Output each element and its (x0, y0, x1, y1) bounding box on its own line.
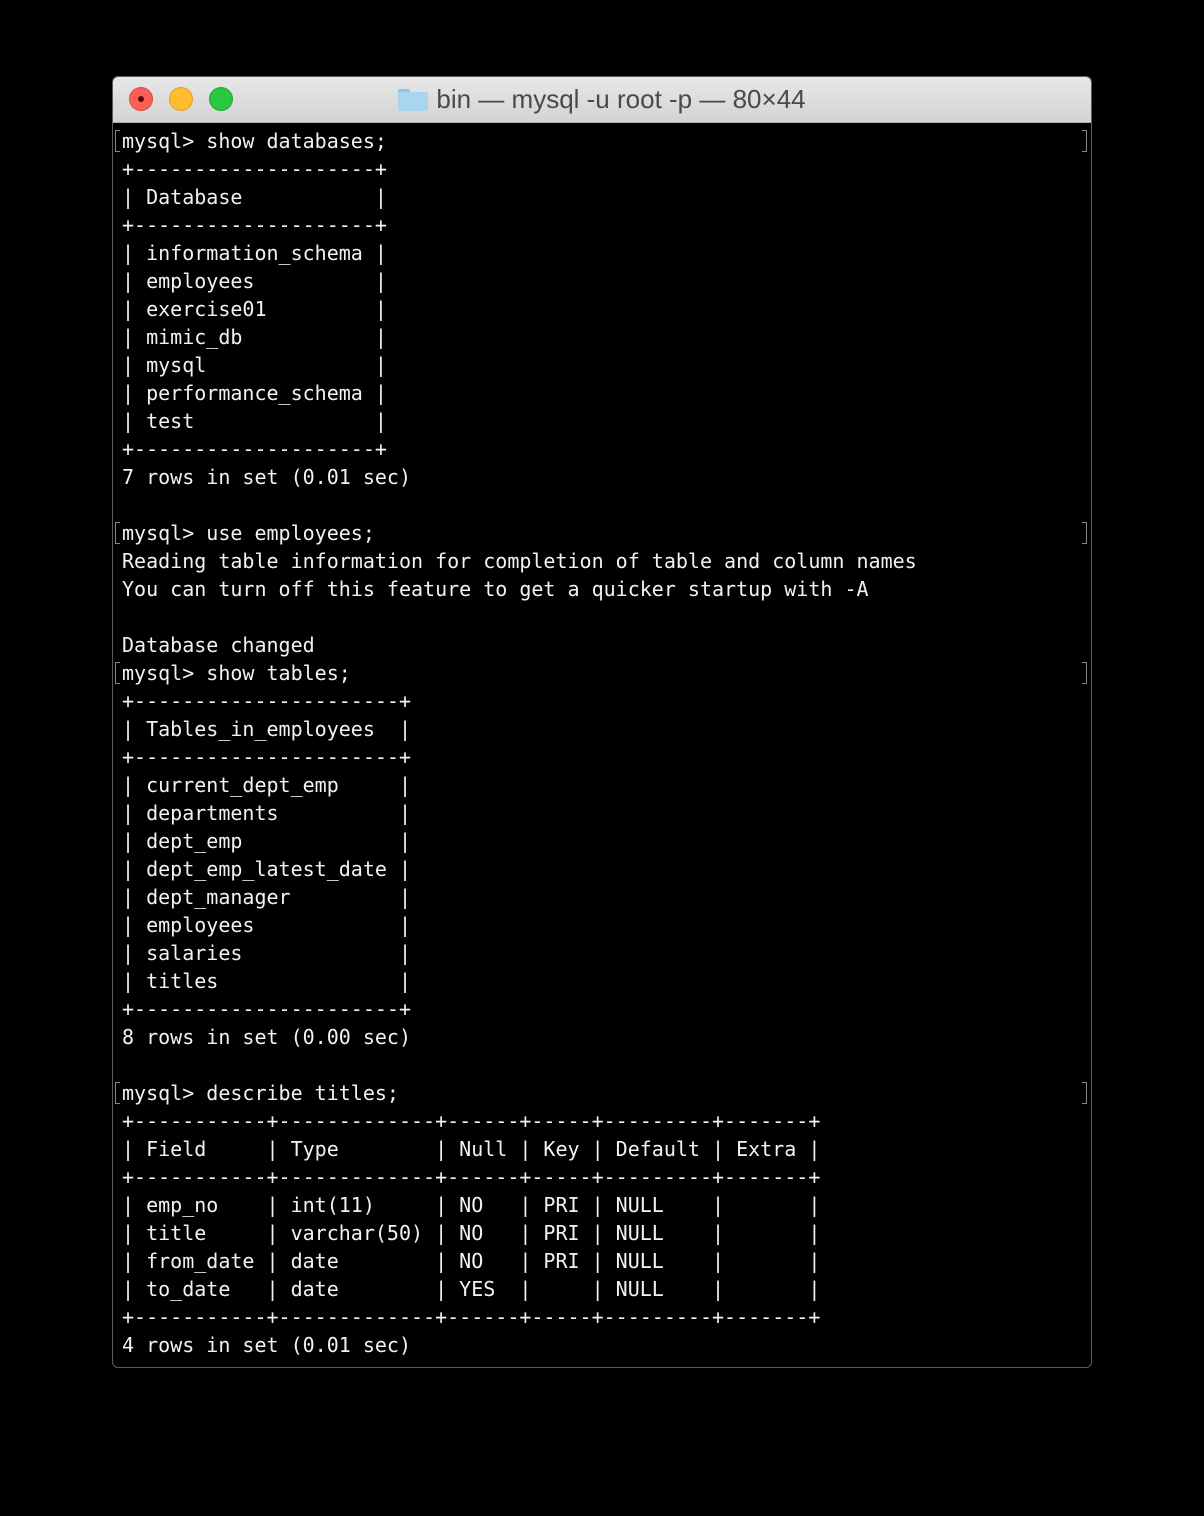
line-text: | mimic_db | (122, 325, 387, 349)
output-line (122, 1247, 1091, 1275)
output-line (122, 463, 1091, 491)
line-text: +-----------+-------------+------+-----+---------+-------+ (122, 1109, 821, 1133)
mark-bracket-right-icon (1082, 1082, 1087, 1104)
line-text: Database changed (122, 633, 315, 657)
output-line (122, 1135, 1091, 1163)
line-text: | Field | Type | Null | Key | Default | Extra | (122, 1137, 821, 1161)
window-title (113, 77, 1091, 122)
line-text: +--------------------+ (122, 213, 387, 237)
line-text: mysql> show databases; (122, 129, 387, 153)
output-line (122, 435, 1091, 463)
output-line (122, 687, 1091, 715)
output-line (122, 379, 1091, 407)
line-text: 8 rows in set (0.00 sec) (122, 1025, 411, 1049)
prompt-line (122, 659, 1091, 687)
terminal-output[interactable] (122, 127, 1091, 1359)
output-line (122, 267, 1091, 295)
output-line (122, 967, 1091, 995)
output-line (122, 351, 1091, 379)
line-text: +-----------+-------------+------+-----+---------+-------+ (122, 1305, 821, 1329)
output-line (122, 1219, 1091, 1247)
line-text: | to_date | date | YES | | NULL | | (122, 1277, 821, 1301)
terminal-window (112, 76, 1092, 1368)
output-line (122, 939, 1091, 967)
output-line (122, 743, 1091, 771)
line-text: | salaries | (122, 941, 411, 965)
line-text: mysql> use employees; (122, 521, 375, 545)
output-line (122, 603, 1091, 631)
prompt-line (122, 127, 1091, 155)
mark-bracket-icon (115, 1082, 120, 1104)
output-line (122, 827, 1091, 855)
line-text: | employees | (122, 269, 387, 293)
output-line (122, 295, 1091, 323)
line-text: +-----------+-------------+------+-----+---------+-------+ (122, 1165, 821, 1189)
mark-bracket-right-icon (1082, 130, 1087, 152)
mark-bracket-icon (115, 522, 120, 544)
output-line (122, 1331, 1091, 1359)
output-line (122, 1163, 1091, 1191)
line-text: +--------------------+ (122, 157, 387, 181)
line-text: 7 rows in set (0.01 sec) (122, 465, 411, 489)
line-text: | Tables_in_employees | (122, 717, 411, 741)
line-text: Reading table information for completion of table and column names (122, 549, 917, 573)
line-text: 4 rows in set (0.01 sec) (122, 1333, 411, 1357)
folder-icon (398, 89, 428, 111)
title-bar[interactable] (113, 77, 1091, 123)
line-text: | employees | (122, 913, 411, 937)
output-line (122, 799, 1091, 827)
output-line (122, 211, 1091, 239)
output-line (122, 183, 1091, 211)
output-line (122, 1275, 1091, 1303)
output-line (122, 547, 1091, 575)
mark-bracket-right-icon (1082, 662, 1087, 684)
output-line (122, 911, 1091, 939)
line-text: +----------------------+ (122, 745, 411, 769)
line-text: | departments | (122, 801, 411, 825)
line-text: mysql> show tables; (122, 661, 351, 685)
output-line (122, 155, 1091, 183)
output-line (122, 631, 1091, 659)
output-line (122, 771, 1091, 799)
line-text: | information_schema | (122, 241, 387, 265)
line-text: | dept_manager | (122, 885, 411, 909)
output-line (122, 575, 1091, 603)
line-text: | performance_schema | (122, 381, 387, 405)
output-line (122, 1303, 1091, 1331)
line-text: mysql> describe titles; (122, 1081, 399, 1105)
line-text: | dept_emp_latest_date | (122, 857, 411, 881)
line-text: | title | varchar(50) | NO | PRI | NULL | | (122, 1221, 821, 1245)
line-text: +----------------------+ (122, 689, 411, 713)
output-line (122, 407, 1091, 435)
line-text: You can turn off this feature to get a quicker startup with -A (122, 577, 869, 601)
line-text: | exercise01 | (122, 297, 387, 321)
prompt-line (122, 1079, 1091, 1107)
output-line (122, 1051, 1091, 1079)
window-title-text: bin — mysql -u root -p — 80×44 (436, 84, 806, 114)
output-line (122, 1191, 1091, 1219)
line-text: +----------------------+ (122, 997, 411, 1021)
output-line (122, 883, 1091, 911)
output-line (122, 1107, 1091, 1135)
line-text: | titles | (122, 969, 411, 993)
output-line (122, 995, 1091, 1023)
output-line (122, 323, 1091, 351)
line-text: | emp_no | int(11) | NO | PRI | NULL | | (122, 1193, 821, 1217)
output-line (122, 855, 1091, 883)
line-text: | mysql | (122, 353, 387, 377)
line-text: | from_date | date | NO | PRI | NULL | | (122, 1249, 821, 1273)
line-text: +--------------------+ (122, 437, 387, 461)
line-text: | dept_emp | (122, 829, 411, 853)
line-text: | current_dept_emp | (122, 773, 411, 797)
mark-bracket-icon (115, 130, 120, 152)
output-line (122, 239, 1091, 267)
mark-bracket-icon (115, 662, 120, 684)
line-text: | Database | (122, 185, 387, 209)
line-text: | test | (122, 409, 387, 433)
output-line (122, 491, 1091, 519)
mark-bracket-right-icon (1082, 522, 1087, 544)
prompt-line (122, 519, 1091, 547)
output-line (122, 715, 1091, 743)
output-line (122, 1023, 1091, 1051)
